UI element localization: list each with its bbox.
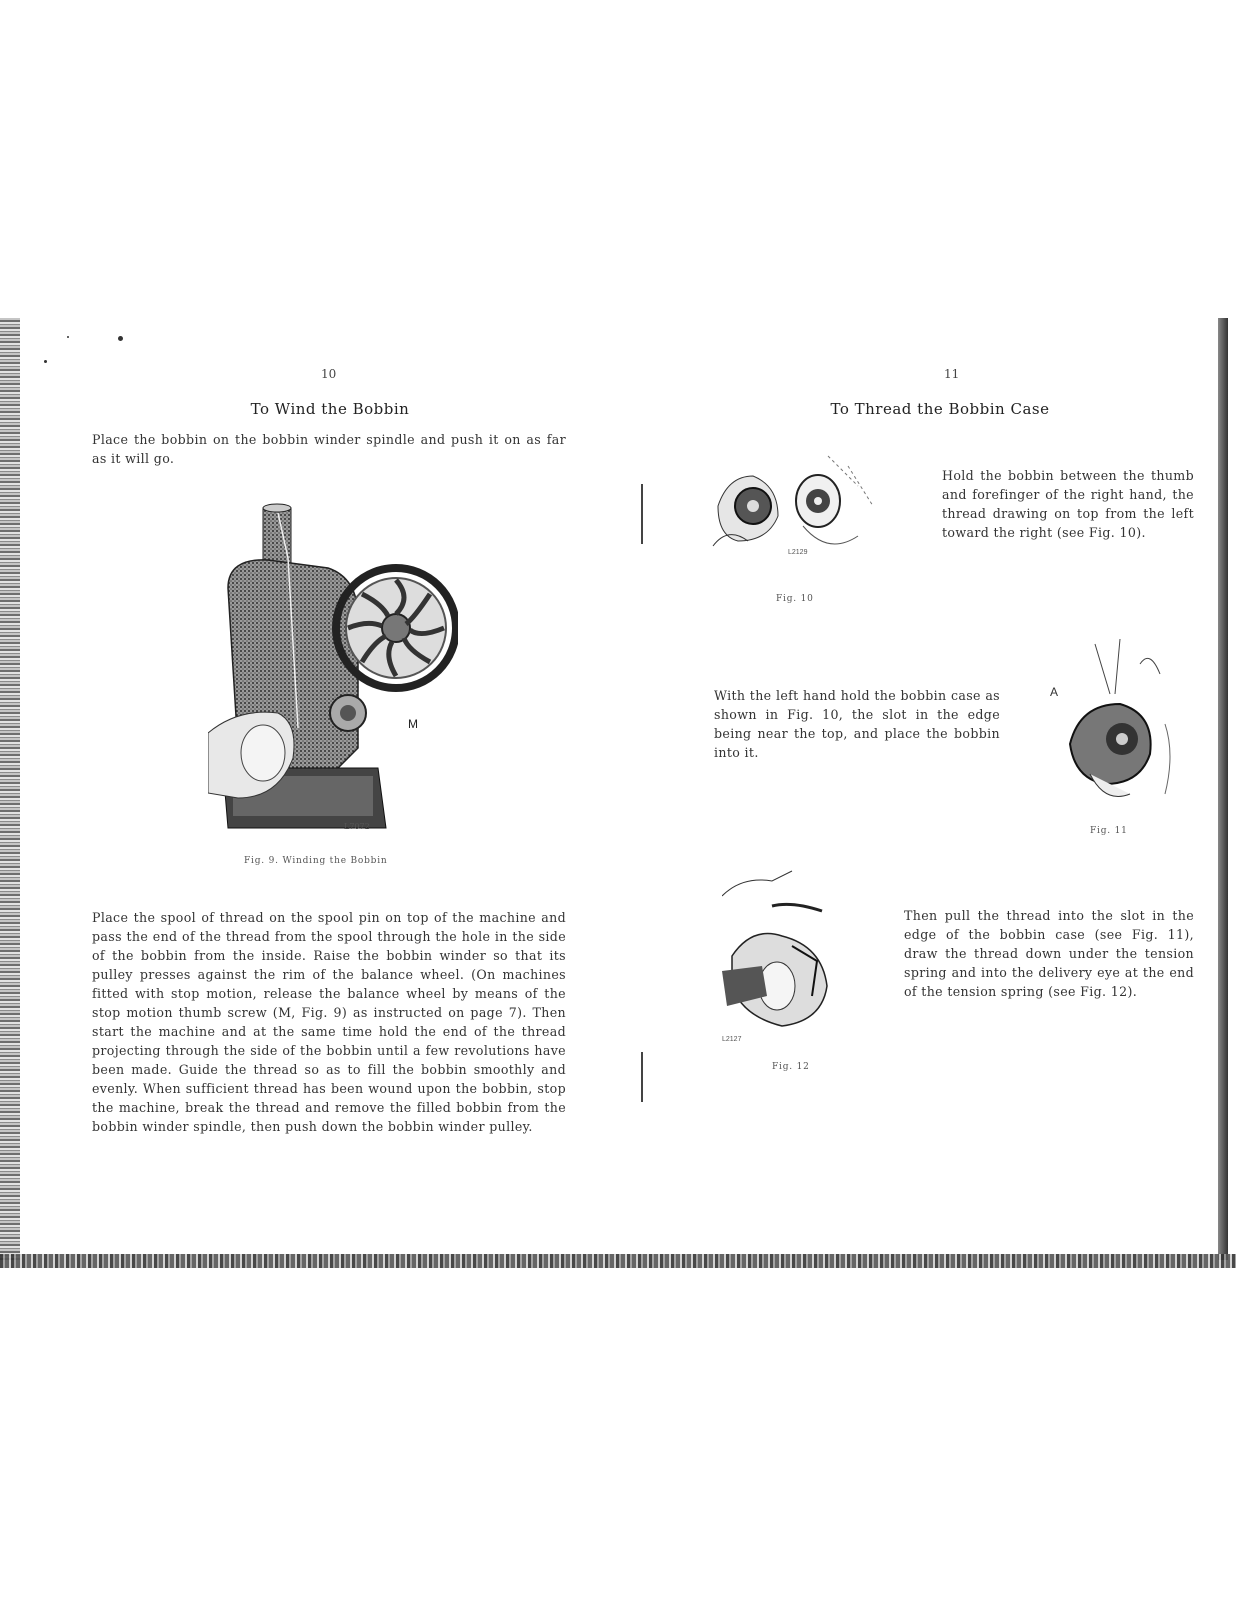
caption-fig9: Fig. 9. Winding the Bobbin bbox=[244, 856, 388, 866]
caption-fig10: Fig. 10 bbox=[776, 594, 814, 604]
sewing-machine-illustration bbox=[208, 498, 458, 838]
plate-number-fig9: L7072 bbox=[344, 822, 370, 831]
scan-speck bbox=[67, 336, 69, 338]
scan-speck bbox=[44, 360, 47, 363]
page-number-left: 10 bbox=[321, 367, 337, 381]
scan-edge-bottom bbox=[0, 1254, 1236, 1268]
step3-paragraph: Then pull the thread into the slot in the edge of the bobbin case (see Fig. 11), draw the thread down under the tension spring and into the delivery eye at the end of the tension spring (see Fig. 12). bbox=[904, 908, 1194, 999]
plate-number-fig12: L2127 bbox=[722, 1036, 742, 1043]
gutter-mark bbox=[641, 484, 643, 544]
step1-paragraph: Hold the bobbin between the thumb and forefinger of the right hand, the thread drawing on top from the left toward the right (see Fig. 10). bbox=[942, 468, 1194, 540]
figure-9-machine bbox=[208, 498, 458, 838]
step2-paragraph: With the left hand hold the bobbin case as shown in Fig. 10, the slot in the edge being near the top, and place the bobbin into it. bbox=[714, 688, 1000, 760]
page-number-right: 11 bbox=[944, 367, 960, 381]
figure-10-bobbin bbox=[708, 446, 888, 566]
body-paragraph-winding: Place the spool of thread on the spool pin on top of the machine and pass the end of the thread from the spool through the hole in the side of the bobbin from the inside. Raise the bobbin winder so that its pulley presses against the rim of the balance wheel. (On machines fitted with stop motion, release the balance wheel by means of the stop motion thumb screw (M, Fig. 9) as instructed on page 7). Then start the machine and at the same time hold the end of the thread projecting through the side of the bobbin until a few revolutions have been made. Guide the thread so as to fill the bobbin smoothly and evenly. When sufficient thread has been wound upon the bobbin, stop the machine, break the thread and remove the filled bobbin from the bobbin winder spindle, then push down the bobbin winder pulley. bbox=[92, 910, 566, 1134]
plate-number-fig10: L2129 bbox=[788, 549, 808, 556]
figure-12-tension-spring bbox=[722, 866, 852, 1046]
bobbin-hand-illustration bbox=[708, 446, 888, 566]
bobbin-case-hand-illustration bbox=[1050, 634, 1200, 814]
heading-wind-bobbin: To Wind the Bobbin bbox=[250, 400, 410, 418]
scan-speck bbox=[118, 336, 123, 341]
tension-spring-illustration bbox=[722, 866, 852, 1046]
figure-11-bobbin-case bbox=[1050, 634, 1200, 814]
callout-m: M bbox=[408, 717, 418, 731]
scan-edge-right bbox=[1218, 318, 1228, 1260]
gutter-mark bbox=[641, 1052, 643, 1102]
callout-a: A bbox=[1050, 685, 1059, 699]
heading-thread-bobbin-case: To Thread the Bobbin Case bbox=[830, 400, 1050, 418]
caption-fig11: Fig. 11 bbox=[1090, 826, 1128, 836]
caption-fig12: Fig. 12 bbox=[772, 1062, 810, 1072]
intro-paragraph: Place the bobbin on the bobbin winder spindle and push it on as far as it will go. bbox=[92, 432, 566, 466]
scan-edge-left bbox=[0, 318, 20, 1260]
